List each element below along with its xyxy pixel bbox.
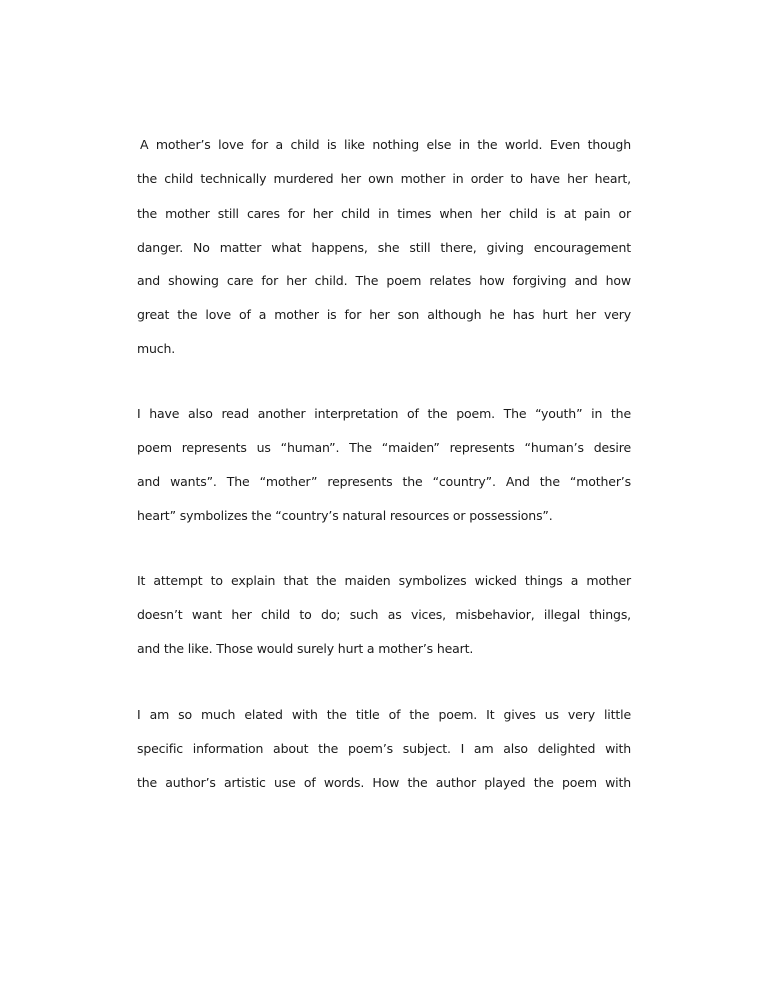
text-line: I am so much elated with the title of the poem. It gives us very little: [137, 707, 631, 722]
text-line: A mother’s love for a child is like nothing else in the world. Even though: [140, 137, 631, 152]
text-line: specific information about the poem’s subject. I am also delighted with: [137, 741, 631, 756]
text-line: heart” symbolizes the “country’s natural resources or possessions”.: [137, 508, 553, 523]
text-line: and showing care for her child. The poem relates how forgiving and how: [137, 273, 631, 288]
text-line: the child technically murdered her own mother in order to have her heart,: [137, 171, 631, 186]
text-line: the mother still cares for her child in times when her child is at pain or: [137, 206, 631, 221]
text-line: and the like. Those would surely hurt a mother’s heart.: [137, 641, 474, 656]
text-line: much.: [137, 341, 176, 356]
text-line: I have also read another interpretation of the poem. The “youth” in the: [137, 406, 631, 421]
text-line: It attempt to explain that the maiden symbolizes wicked things a mother: [137, 573, 631, 588]
text-line: great the love of a mother is for her son although he has hurt her very: [137, 307, 631, 322]
text-line: and wants”. The “mother” represents the “country”. And the “mother’s: [137, 474, 631, 489]
text-line: doesn’t want her child to do; such as vices, misbehavior, illegal things,: [137, 607, 631, 622]
text-line: poem represents us “human”. The “maiden” represents “human’s desire: [137, 440, 631, 455]
text-line: the author’s artistic use of words. How the author played the poem with: [137, 775, 631, 790]
text-line: danger. No matter what happens, she still there, giving encouragement: [137, 240, 631, 255]
